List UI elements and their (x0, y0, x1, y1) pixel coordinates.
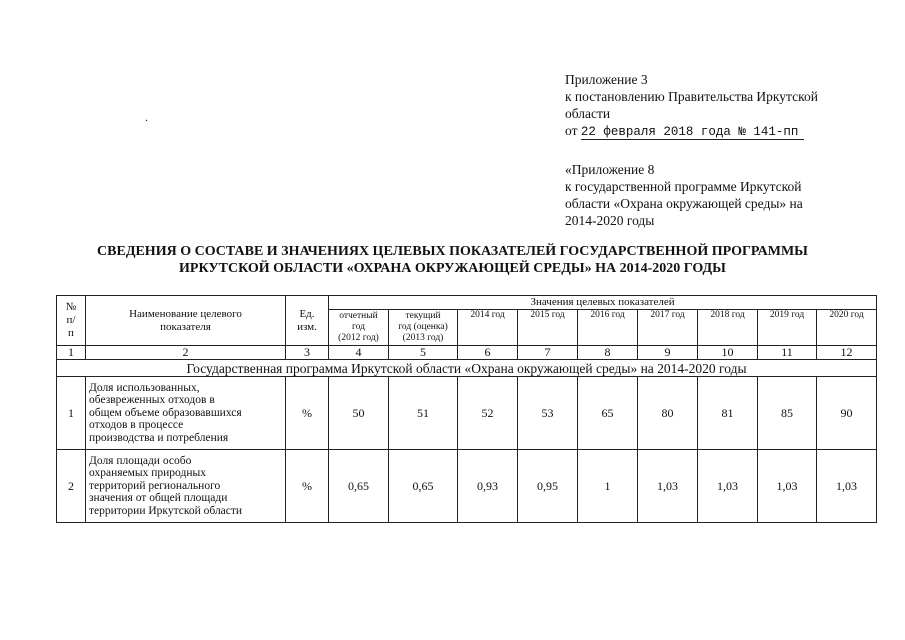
indicator-name-line: значения от общей площади (89, 492, 228, 505)
section-row (57, 360, 877, 377)
indicator-name-line: общем объеме образовавшихся (89, 406, 242, 419)
column-number: 11 (758, 346, 817, 360)
indicator-name-line: территории Иркутской области (89, 504, 243, 517)
value-cell: 0,95 (518, 450, 578, 523)
column-number: 1 (57, 346, 86, 360)
title-line: СВЕДЕНИЯ О СОСТАВЕ И ЗНАЧЕНИЯХ ЦЕЛЕВЫХ ПОКАЗАТЕЛЕЙ ГОСУДАРСТВЕННОЙ ПРОГРАММЫ (97, 244, 808, 259)
column-number: 9 (638, 346, 698, 360)
header-year-2017: 2017 год (638, 310, 698, 346)
header-num-line: № (65, 301, 77, 313)
row-number: 1 (57, 377, 86, 450)
row-number: 2 (57, 450, 86, 523)
stray-mark: . (145, 110, 148, 124)
appendix2-line: 2014-2020 годы (565, 213, 655, 228)
appendix2-line: области «Охрана окружающей среды» на (565, 196, 803, 211)
decree-line (565, 122, 865, 141)
indicator-name-line: территорий регионального (89, 479, 221, 492)
appendix2-line: к государственной программе Иркутской (565, 179, 802, 194)
value-cell: 90 (817, 377, 877, 450)
header-line: год (оценка) (398, 322, 448, 332)
header-year-2019: 2019 год (758, 310, 817, 346)
document-title (40, 243, 865, 277)
table-row (57, 450, 877, 523)
indicators-table (56, 295, 877, 523)
column-number: 6 (458, 346, 518, 360)
header-name (86, 296, 286, 346)
value-cell: 81 (698, 377, 758, 450)
header-year-2018: 2018 год (698, 310, 758, 346)
header-name-line: Наименование целевого (129, 307, 242, 320)
value-cell: 1,03 (758, 450, 817, 523)
column-number: 8 (578, 346, 638, 360)
header-line: текущий (405, 311, 441, 321)
header-unit-line: изм. (297, 320, 317, 333)
decree-number: 22 февраля 2018 года № 141-пп (581, 125, 805, 140)
header-unit-line: Ед. (299, 307, 315, 320)
value-cell: 85 (758, 377, 817, 450)
value-cell: 53 (518, 377, 578, 450)
column-number: 12 (817, 346, 877, 360)
header-line: (2012 год) (338, 333, 379, 343)
value-cell: 80 (638, 377, 698, 450)
appendix-8-header (565, 161, 865, 229)
value-cell: 0,65 (389, 450, 458, 523)
title-line: ИРКУТСКОЙ ОБЛАСТИ «ОХРАНА ОКРУЖАЮЩЕЙ СРЕДЫ» НА 2014-2020 ГОДЫ (179, 261, 726, 276)
appendix-line: к постановлению Правительства Иркутской (565, 89, 818, 104)
value-cell: 0,93 (458, 450, 518, 523)
appendix-header (565, 71, 865, 141)
value-cell: 50 (329, 377, 389, 450)
indicator-name-line: Доля площади особо (89, 454, 192, 467)
header-unit (286, 296, 329, 346)
header-line: отчетный (339, 311, 378, 321)
table-row (57, 377, 877, 450)
unit-cell: % (286, 377, 329, 450)
appendix-line: области (565, 106, 611, 121)
appendix-line: Приложение 3 (565, 72, 648, 87)
value-cell: 1,03 (638, 450, 698, 523)
date-prefix: от (565, 123, 578, 138)
column-number: 7 (518, 346, 578, 360)
indicator-name-line: обезвреженных отходов в (89, 394, 215, 407)
header-year-2015: 2015 год (518, 310, 578, 346)
indicator-name-line: отходов в процессе (89, 419, 184, 432)
column-number: 10 (698, 346, 758, 360)
column-number: 5 (389, 346, 458, 360)
value-cell: 51 (389, 377, 458, 450)
header-current-year (389, 310, 458, 346)
value-cell: 1,03 (698, 450, 758, 523)
column-number: 3 (286, 346, 329, 360)
column-number: 2 (86, 346, 286, 360)
value-cell: 0,65 (329, 450, 389, 523)
indicator-name-line: Доля использованных, (89, 381, 200, 394)
header-year-2020: 2020 год (817, 310, 877, 346)
unit-cell: % (286, 450, 329, 523)
value-cell: 65 (578, 377, 638, 450)
header-line: год (352, 322, 365, 332)
section-title: Государственная программа Иркутской области «Охрана окружающей среды» на 2014-2020 годы (57, 360, 877, 377)
indicator-name (86, 377, 286, 450)
column-number-row (57, 346, 877, 360)
value-cell: 1 (578, 450, 638, 523)
header-values-group: Значения целевых показателей (329, 296, 877, 310)
header-year-2016: 2016 год (578, 310, 638, 346)
value-cell: 52 (458, 377, 518, 450)
header-year-2014: 2014 год (458, 310, 518, 346)
header-num-line: п/ (66, 314, 76, 326)
header-line: (2013 год) (402, 333, 444, 343)
column-number: 4 (329, 346, 389, 360)
value-cell: 1,03 (817, 450, 877, 523)
header-num-line: п (68, 327, 74, 339)
appendix2-line: «Приложение 8 (565, 162, 655, 177)
indicator-name-line: производства и потребления (89, 431, 229, 444)
indicator-name (86, 450, 286, 523)
header-report-year (329, 310, 389, 346)
header-name-line: показателя (160, 320, 211, 333)
indicator-name-line: охраняемых природных (89, 467, 206, 480)
header-num (57, 296, 86, 346)
